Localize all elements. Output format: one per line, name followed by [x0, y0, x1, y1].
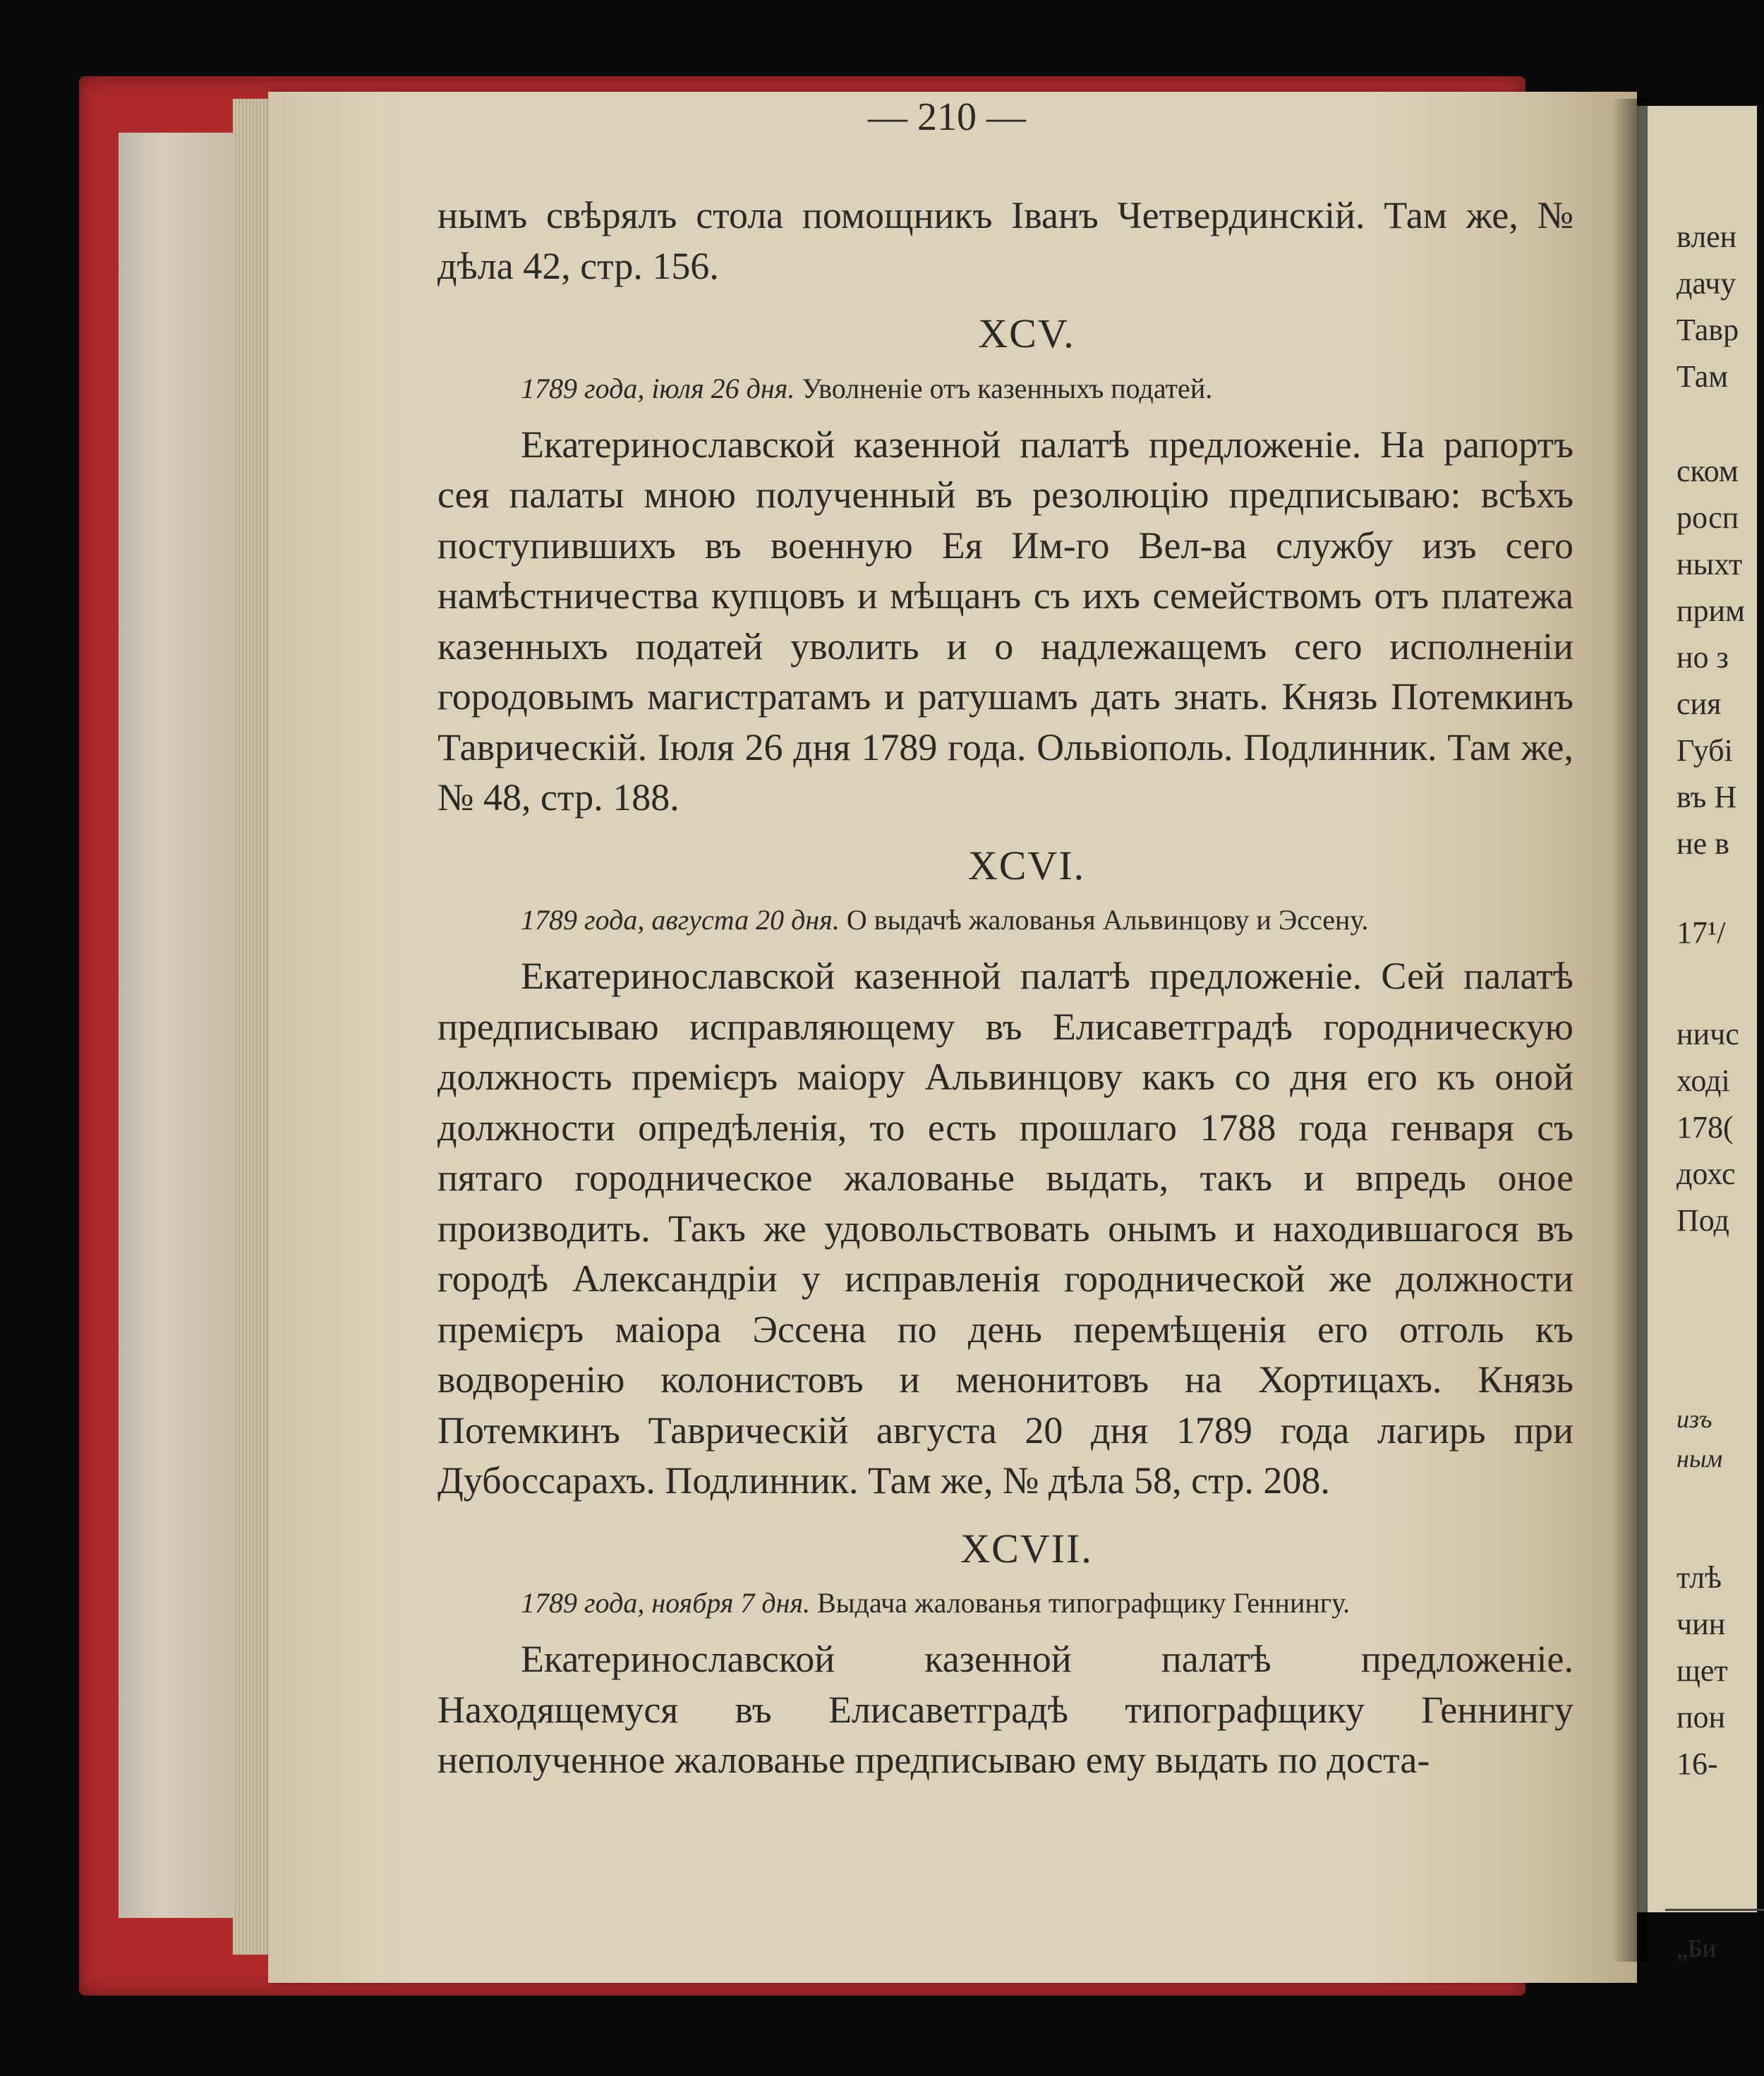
section-subject: Уволненіе отъ казенныхъ податей. [802, 372, 1213, 404]
page-number: — 210 — [868, 95, 1026, 139]
section-body: Екатеринославской казенной палатѣ предложеніе. Находящемуся въ Елисаветградѣ типографщику Геннингу неполученное жалованье предписываю ему выдать по доста- [437, 1638, 1573, 1781]
section-date: 1789 года, августа 20 дня. [521, 904, 840, 936]
facing-page-fragment: Под [1677, 1203, 1729, 1238]
facing-page-fragment: росп [1677, 500, 1739, 535]
facing-page-fragment: ныхт [1677, 547, 1743, 581]
intro-paragraph: нымъ свѣрялъ стола помощникъ Іванъ Четвердинскій. Там же, № дѣла 42, стр. 156. [437, 194, 1573, 287]
facing-page-fragment: дохс [1677, 1157, 1736, 1191]
page-text [437, 191, 1573, 1786]
facing-page-fragment: но з [1677, 640, 1729, 675]
facing-page-fragment: „Би [1677, 1934, 1716, 1962]
facing-page-fragment: Губі [1677, 733, 1733, 768]
facing-page-fragment: изъ [1677, 1405, 1712, 1433]
section-date: 1789 года, іюля 26 дня. [521, 372, 795, 404]
facing-page-fragment: 17¹/ [1677, 915, 1726, 950]
facing-page-fragment: ничс [1677, 1017, 1739, 1051]
facing-page-fragment: тлѣ [1677, 1560, 1722, 1595]
facing-page-fragment: ском [1677, 454, 1739, 488]
section-subject: О выдачѣ жалованья Альвинцову и Эссену. [846, 904, 1369, 936]
facing-page-fragment: прим [1677, 593, 1745, 628]
section-numeral: XCVI. [967, 842, 1086, 888]
section-body: Екатеринославской казенной палатѣ предложеніе. Сей палатѣ предписываю исправляющему въ Елисаветградѣ городническую должность премієръ маіору Альвинцову какъ со дня его къ оной должности опредѣленія, то есть прошлаго 1788 года генваря съ пятаго городническое жалованье выдать, такъ и впредь оное производить. Такъ же удовольствовать онымъ и находившагося въ городѣ Александріи у исправленія городнической же должности премієръ маіора Эссена по день перемѣщенія его отголь къ водворенію колонистовъ и менонитовъ на Хортицахъ. Князь Потемкинъ Таврическій августа 20 дня 1789 года лагирь при Дубоссарахъ. Подлинник. Там же, № дѣла 58, стр. 208. [437, 955, 1573, 1502]
facing-page-fragment: влен [1677, 219, 1737, 254]
section-dateline [437, 1583, 1573, 1623]
section-body: Екатеринославской казенной палатѣ предложеніе. На рапортъ сея палаты мною полученный въ резолюцію предписываю: всѣхъ поступившихъ въ военную Ея Им-го Вел-ва службу изъ сего намѣстничества купцовъ и мѣщанъ съ ихъ семействомъ отъ платежа казенныхъ податей уволить и о надлежащемъ сего исполненіи городовымъ магистратамъ и ратушамъ дать знать. Князь Потемкинъ Таврическій. Іюля 26 дня 1789 года. Ольвіополь. Подлинник. Там же, № 48, стр. 188. [437, 423, 1573, 819]
facing-page-fragment: чин [1677, 1607, 1726, 1641]
facing-page-fragment: сия [1677, 687, 1722, 721]
facing-page-fragment: 178( [1677, 1110, 1734, 1145]
section-numeral: XCVII. [960, 1525, 1093, 1571]
spine-shadow [1612, 99, 1648, 1962]
facing-page-fragment: Тавр [1677, 313, 1739, 347]
facing-page-fragment: въ Н [1677, 780, 1737, 814]
section-date: 1789 года, ноября 7 дня. [521, 1587, 811, 1619]
facing-page-fragment: ході [1677, 1063, 1730, 1098]
section-dateline [437, 900, 1573, 940]
facing-page-fragment: ным [1677, 1444, 1723, 1473]
section-dateline [437, 369, 1573, 409]
footnote-rule [1665, 1909, 1764, 1911]
facing-page-fragment: дачу [1677, 266, 1736, 301]
facing-page-fragment: не в [1677, 826, 1729, 861]
facing-page-fragment: щет [1677, 1653, 1728, 1688]
facing-page [1637, 106, 1757, 1962]
section-subject: Выдача жалованья типографщику Геннингу. [817, 1587, 1351, 1619]
facing-page-fragment: пон [1677, 1700, 1726, 1734]
facing-page-fragment: 16- [1677, 1746, 1718, 1781]
section-numeral: XCV. [978, 310, 1075, 356]
facing-page-fragment: Там [1677, 359, 1729, 394]
